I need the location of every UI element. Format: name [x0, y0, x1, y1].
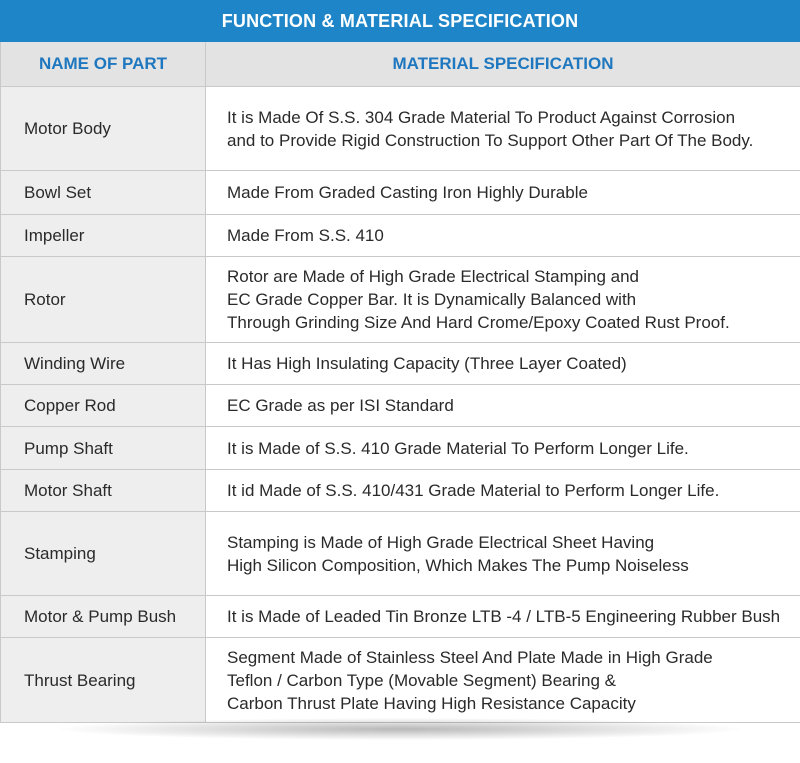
material-spec-cell	[206, 215, 800, 257]
spec-line: Carbon Thrust Plate Having High Resistance Capacity	[227, 693, 636, 713]
material-spec-cell	[206, 385, 800, 427]
material-spec-cell	[206, 596, 800, 638]
table-row	[1, 596, 800, 638]
part-name-cell: Motor Body	[1, 87, 206, 171]
spec-line: Rotor are Made of High Grade Electrical Stamping and	[227, 267, 639, 286]
spec-line: It id Made of S.S. 410/431 Grade Material to Perform Longer Life.	[227, 481, 720, 500]
table-title: FUNCTION & MATERIAL SPECIFICATION	[0, 0, 800, 42]
table-row	[1, 512, 800, 596]
column-header-part: NAME OF PART	[1, 42, 206, 87]
table-row	[1, 171, 800, 215]
specification-table	[0, 42, 800, 723]
table-row	[1, 257, 800, 343]
part-name-cell: Stamping	[1, 512, 206, 596]
material-spec-cell	[206, 171, 800, 215]
column-header-specification: MATERIAL SPECIFICATION	[206, 42, 800, 87]
part-name-cell: Winding Wire	[1, 343, 206, 385]
table-row	[1, 215, 800, 257]
header-row	[1, 42, 800, 87]
part-name-cell: Impeller	[1, 215, 206, 257]
part-name-cell: Rotor	[1, 257, 206, 343]
material-spec-cell	[206, 470, 800, 512]
material-spec-cell	[206, 343, 800, 385]
spec-line: High Silicon Composition, Which Makes The Pump Noiseless	[227, 555, 689, 575]
material-spec-cell	[206, 638, 800, 723]
material-spec-cell	[206, 87, 800, 171]
part-name-cell: Motor & Pump Bush	[1, 596, 206, 638]
part-name-cell: Thrust Bearing	[1, 638, 206, 723]
spec-line: Segment Made of Stainless Steel And Plate Made in High Grade	[227, 647, 713, 667]
part-name-cell: Pump Shaft	[1, 427, 206, 470]
table-row	[1, 470, 800, 512]
material-spec-cell	[206, 512, 800, 596]
material-spec-cell	[206, 427, 800, 470]
part-name-cell: Bowl Set	[1, 171, 206, 215]
material-spec-cell	[206, 257, 800, 343]
spec-line: and to Provide Rigid Construction To Support Other Part Of The Body.	[227, 130, 754, 150]
spec-line: Made From S.S. 410	[227, 226, 384, 245]
spec-line: It is Made of S.S. 410 Grade Material To Perform Longer Life.	[227, 438, 689, 458]
table-row	[1, 427, 800, 470]
spec-line: It Has High Insulating Capacity (Three Layer Coated)	[227, 354, 627, 373]
spec-line: EC Grade as per ISI Standard	[227, 396, 454, 415]
table-body	[1, 87, 800, 723]
spec-line: EC Grade Copper Bar. It is Dynamically Balanced with	[227, 290, 637, 309]
part-name-cell: Motor Shaft	[1, 470, 206, 512]
card-shadow	[60, 718, 740, 740]
spec-line: Stamping is Made of High Grade Electrical Sheet Having	[227, 532, 655, 552]
table-row	[1, 385, 800, 427]
table-row	[1, 638, 800, 723]
table-row	[1, 87, 800, 171]
spec-line: Through Grinding Size And Hard Crome/Epoxy Coated Rust Proof.	[227, 313, 730, 332]
part-name-cell: Copper Rod	[1, 385, 206, 427]
spec-line: It is Made Of S.S. 304 Grade Material To Product Against Corrosion	[227, 107, 736, 127]
table-row	[1, 343, 800, 385]
spec-line: It is Made of Leaded Tin Bronze LTB -4 / LTB-5 Engineering Rubber Bush	[227, 607, 781, 626]
spec-line: Made From Graded Casting Iron Highly Durable	[227, 183, 588, 202]
spec-line: Teflon / Carbon Type (Movable Segment) Bearing &	[227, 670, 617, 690]
